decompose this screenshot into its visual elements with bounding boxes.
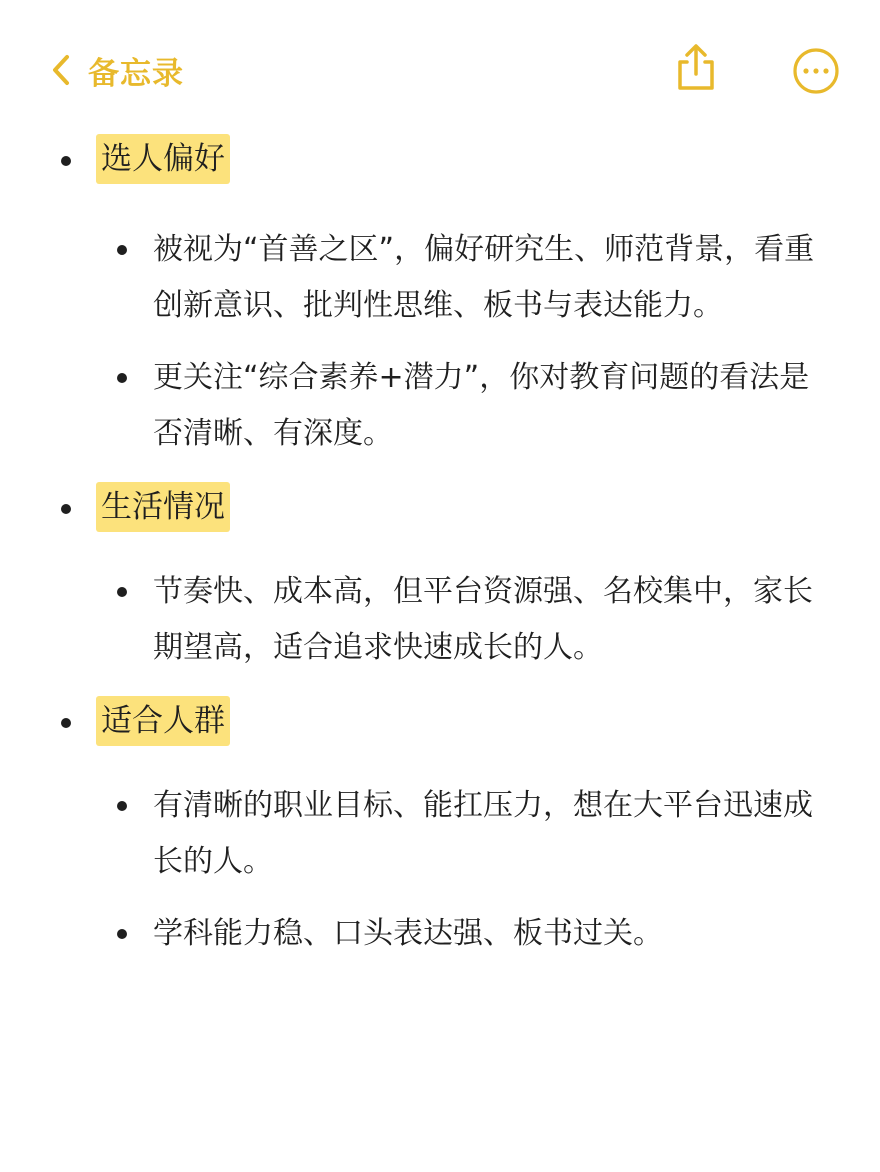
back-button[interactable] — [50, 44, 184, 96]
note-section — [0, 692, 880, 962]
section-heading: 生活情况 — [96, 482, 230, 532]
list-item-text: 更关注“综合素养+潜力”，你对教育问题的看法是否清晰、有深度。 — [153, 360, 810, 451]
navigation-bar — [0, 0, 880, 140]
list-item — [0, 906, 880, 962]
share-icon — [672, 42, 720, 94]
back-label: 备忘录 — [88, 55, 184, 92]
bullet-dot — [117, 801, 127, 811]
share-button[interactable] — [672, 42, 720, 98]
note-section — [0, 130, 880, 462]
list-item — [0, 222, 880, 334]
list-item-text: 被视为“首善之区”，偏好研究生、师范背景，看重创新意识、批判性思维、板书与表达能力。 — [153, 232, 815, 323]
section-heading: 选人偏好 — [96, 134, 230, 184]
list-item-text: 学科能力稳、口头表达强、板书过关。 — [153, 916, 663, 951]
section-heading: 适合人群 — [96, 696, 230, 746]
more-button[interactable] — [792, 47, 840, 99]
list-item — [0, 350, 880, 462]
bullet-dot — [117, 587, 127, 597]
bullet-dot — [61, 504, 71, 514]
more-icon — [792, 47, 840, 95]
chevron-left-icon — [50, 53, 72, 87]
bullet-dot — [117, 373, 127, 383]
section-heading-row — [0, 478, 880, 534]
bullet-dot — [61, 718, 71, 728]
list-item-text: 有清晰的职业目标、能扛压力，想在大平台迅速成长的人。 — [153, 788, 813, 879]
list-item — [0, 564, 880, 676]
bullet-dot — [117, 929, 127, 939]
bullet-dot — [61, 156, 71, 166]
section-heading-row — [0, 692, 880, 748]
bullet-dot — [117, 245, 127, 255]
note-section — [0, 478, 880, 676]
section-heading-row — [0, 130, 880, 186]
note-content[interactable] — [0, 130, 880, 962]
list-item-text: 节奏快、成本高，但平台资源强、名校集中，家长期望高，适合追求快速成长的人。 — [153, 574, 813, 665]
list-item — [0, 778, 880, 890]
